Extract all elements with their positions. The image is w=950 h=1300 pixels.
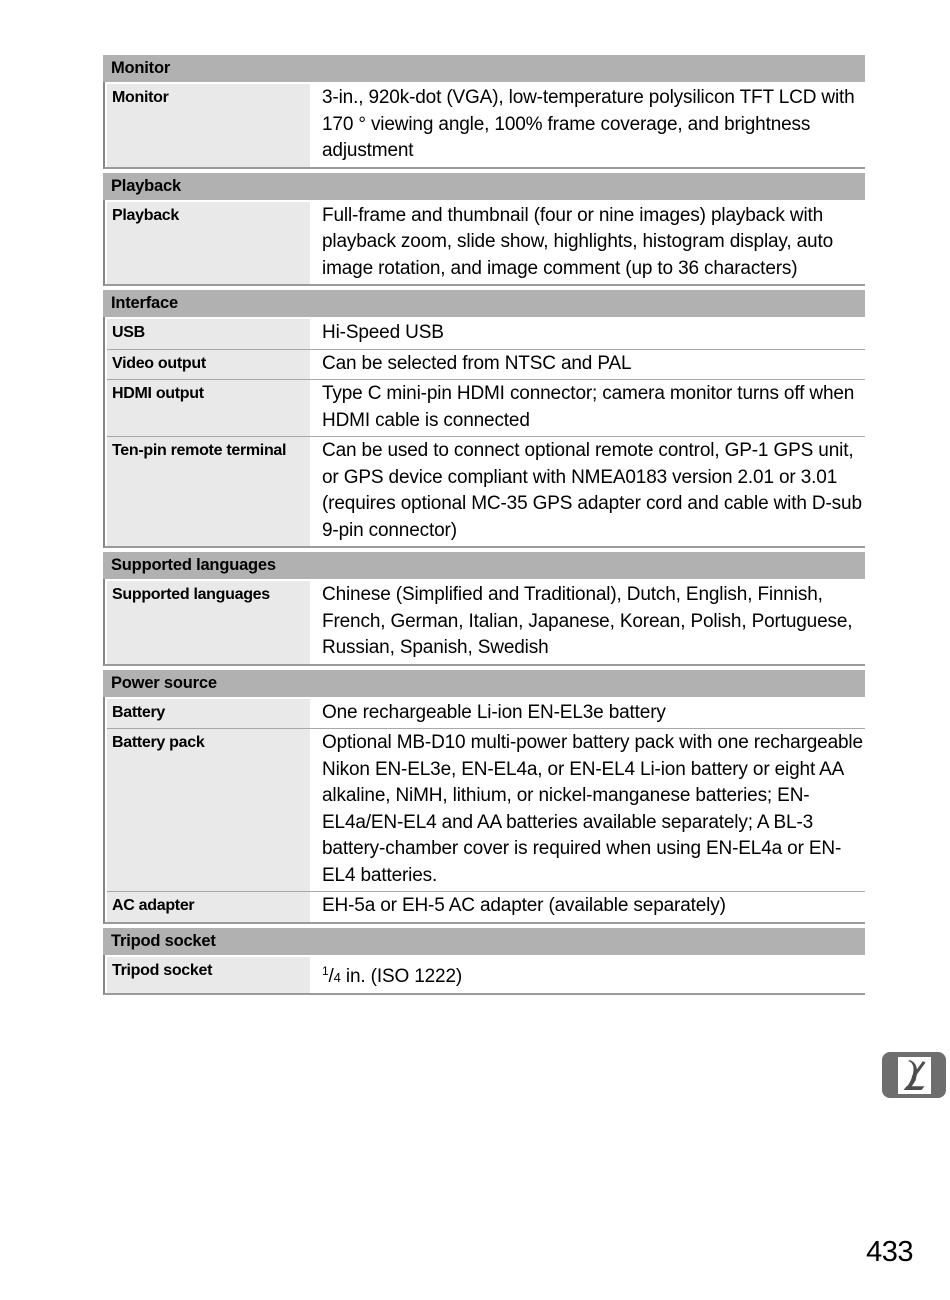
spec-label: USB <box>107 319 310 349</box>
table-row <box>107 202 865 285</box>
fraction-slash: / <box>328 965 334 987</box>
spec-value: Hi-Speed USB <box>322 322 444 343</box>
section-monitor <box>103 55 865 169</box>
section-rows <box>103 82 865 169</box>
section-power-source <box>103 670 865 924</box>
section-title: Playback <box>103 173 865 200</box>
spec-label: Playback <box>107 202 310 285</box>
section-rows <box>103 697 865 924</box>
spec-value: EH-5a or EH-5 AC adapter (available separately) <box>322 895 726 916</box>
table-row <box>107 379 865 436</box>
table-row <box>107 436 865 546</box>
section-title: Monitor <box>103 55 865 82</box>
specifications-table <box>103 55 865 999</box>
section-title: Supported languages <box>103 552 865 579</box>
section-tripod-socket <box>103 928 865 996</box>
section-rows <box>103 955 865 996</box>
table-row <box>107 957 865 994</box>
fraction-denominator: 4 <box>333 969 341 985</box>
table-row <box>107 319 865 349</box>
spec-label: Ten-pin remote terminal <box>107 437 310 546</box>
table-row <box>107 349 865 380</box>
spec-value: Optional MB-D10 multi-power battery pack with one rechargeable Nikon EN-EL3e, EN-EL4a, or EN-EL4 Li-ion battery or eight AA alkaline, NiMH, lithium, or nickel-manganese batteries; EN-EL4a/EN-EL4 and AA batteries available separately; A BL-3 battery-chamber cover is required when using EN-EL4a or EN-EL4 batteries. <box>322 732 863 886</box>
page-pen-icon <box>898 1057 931 1094</box>
section-rows <box>103 579 865 666</box>
table-row <box>107 891 865 922</box>
spec-value: Type C mini-pin HDMI connector; camera monitor turns off when HDMI cable is connected <box>322 383 855 431</box>
table-row <box>107 84 865 167</box>
spec-value <box>310 957 865 994</box>
spec-label: Supported languages <box>107 581 310 664</box>
section-rows <box>103 317 865 548</box>
fraction-numerator: 1 <box>322 963 329 978</box>
section-playback <box>103 173 865 287</box>
spec-label: HDMI output <box>107 380 310 436</box>
table-row <box>107 581 865 664</box>
spec-value: Chinese (Simplified and Traditional), Dutch, English, Finnish, French, German, Italian, Japanese, Korean, Polish, Portuguese, Russian, Spanish, Swedish <box>322 584 853 658</box>
spec-value: 3-in., 920k-dot (VGA), low-temperature polysilicon TFT LCD with 170 ° viewing angle, 100% frame coverage, and brightness adjustment <box>322 87 855 161</box>
spec-label: Monitor <box>107 84 310 167</box>
table-row <box>107 728 865 891</box>
section-title: Tripod socket <box>103 928 865 955</box>
spec-value: Can be used to connect optional remote control, GP-1 GPS unit, or GPS device compliant with NMEA0183 version 2.01 or 3.01 (requires optional MC-35 GPS adapter cord and cable with D-sub 9-pin connector) <box>322 440 862 541</box>
spec-value: Full-frame and thumbnail (four or nine images) playback with playback zoom, slide show, highlights, histogram display, auto image rotation, and image comment (up to 36 characters) <box>322 204 834 279</box>
spec-label: Video output <box>107 350 310 380</box>
section-interface <box>103 290 865 548</box>
spec-value: One rechargeable Li-ion EN-EL3e battery <box>322 701 666 723</box>
section-rows <box>103 200 865 287</box>
spec-label: Battery pack <box>107 729 310 891</box>
section-supported-languages <box>103 552 865 666</box>
spec-label: Battery <box>107 699 310 729</box>
chapter-tab <box>882 1052 946 1098</box>
section-title: Interface <box>103 290 865 317</box>
spec-label: Tripod socket <box>107 957 310 994</box>
spec-label: AC adapter <box>107 892 310 922</box>
table-row <box>107 699 865 729</box>
page-number: 433 <box>866 1236 913 1268</box>
spec-value: Can be selected from NTSC and PAL <box>322 352 632 374</box>
section-title: Power source <box>103 670 865 697</box>
value-rest: in. (ISO 1222) <box>340 965 463 987</box>
